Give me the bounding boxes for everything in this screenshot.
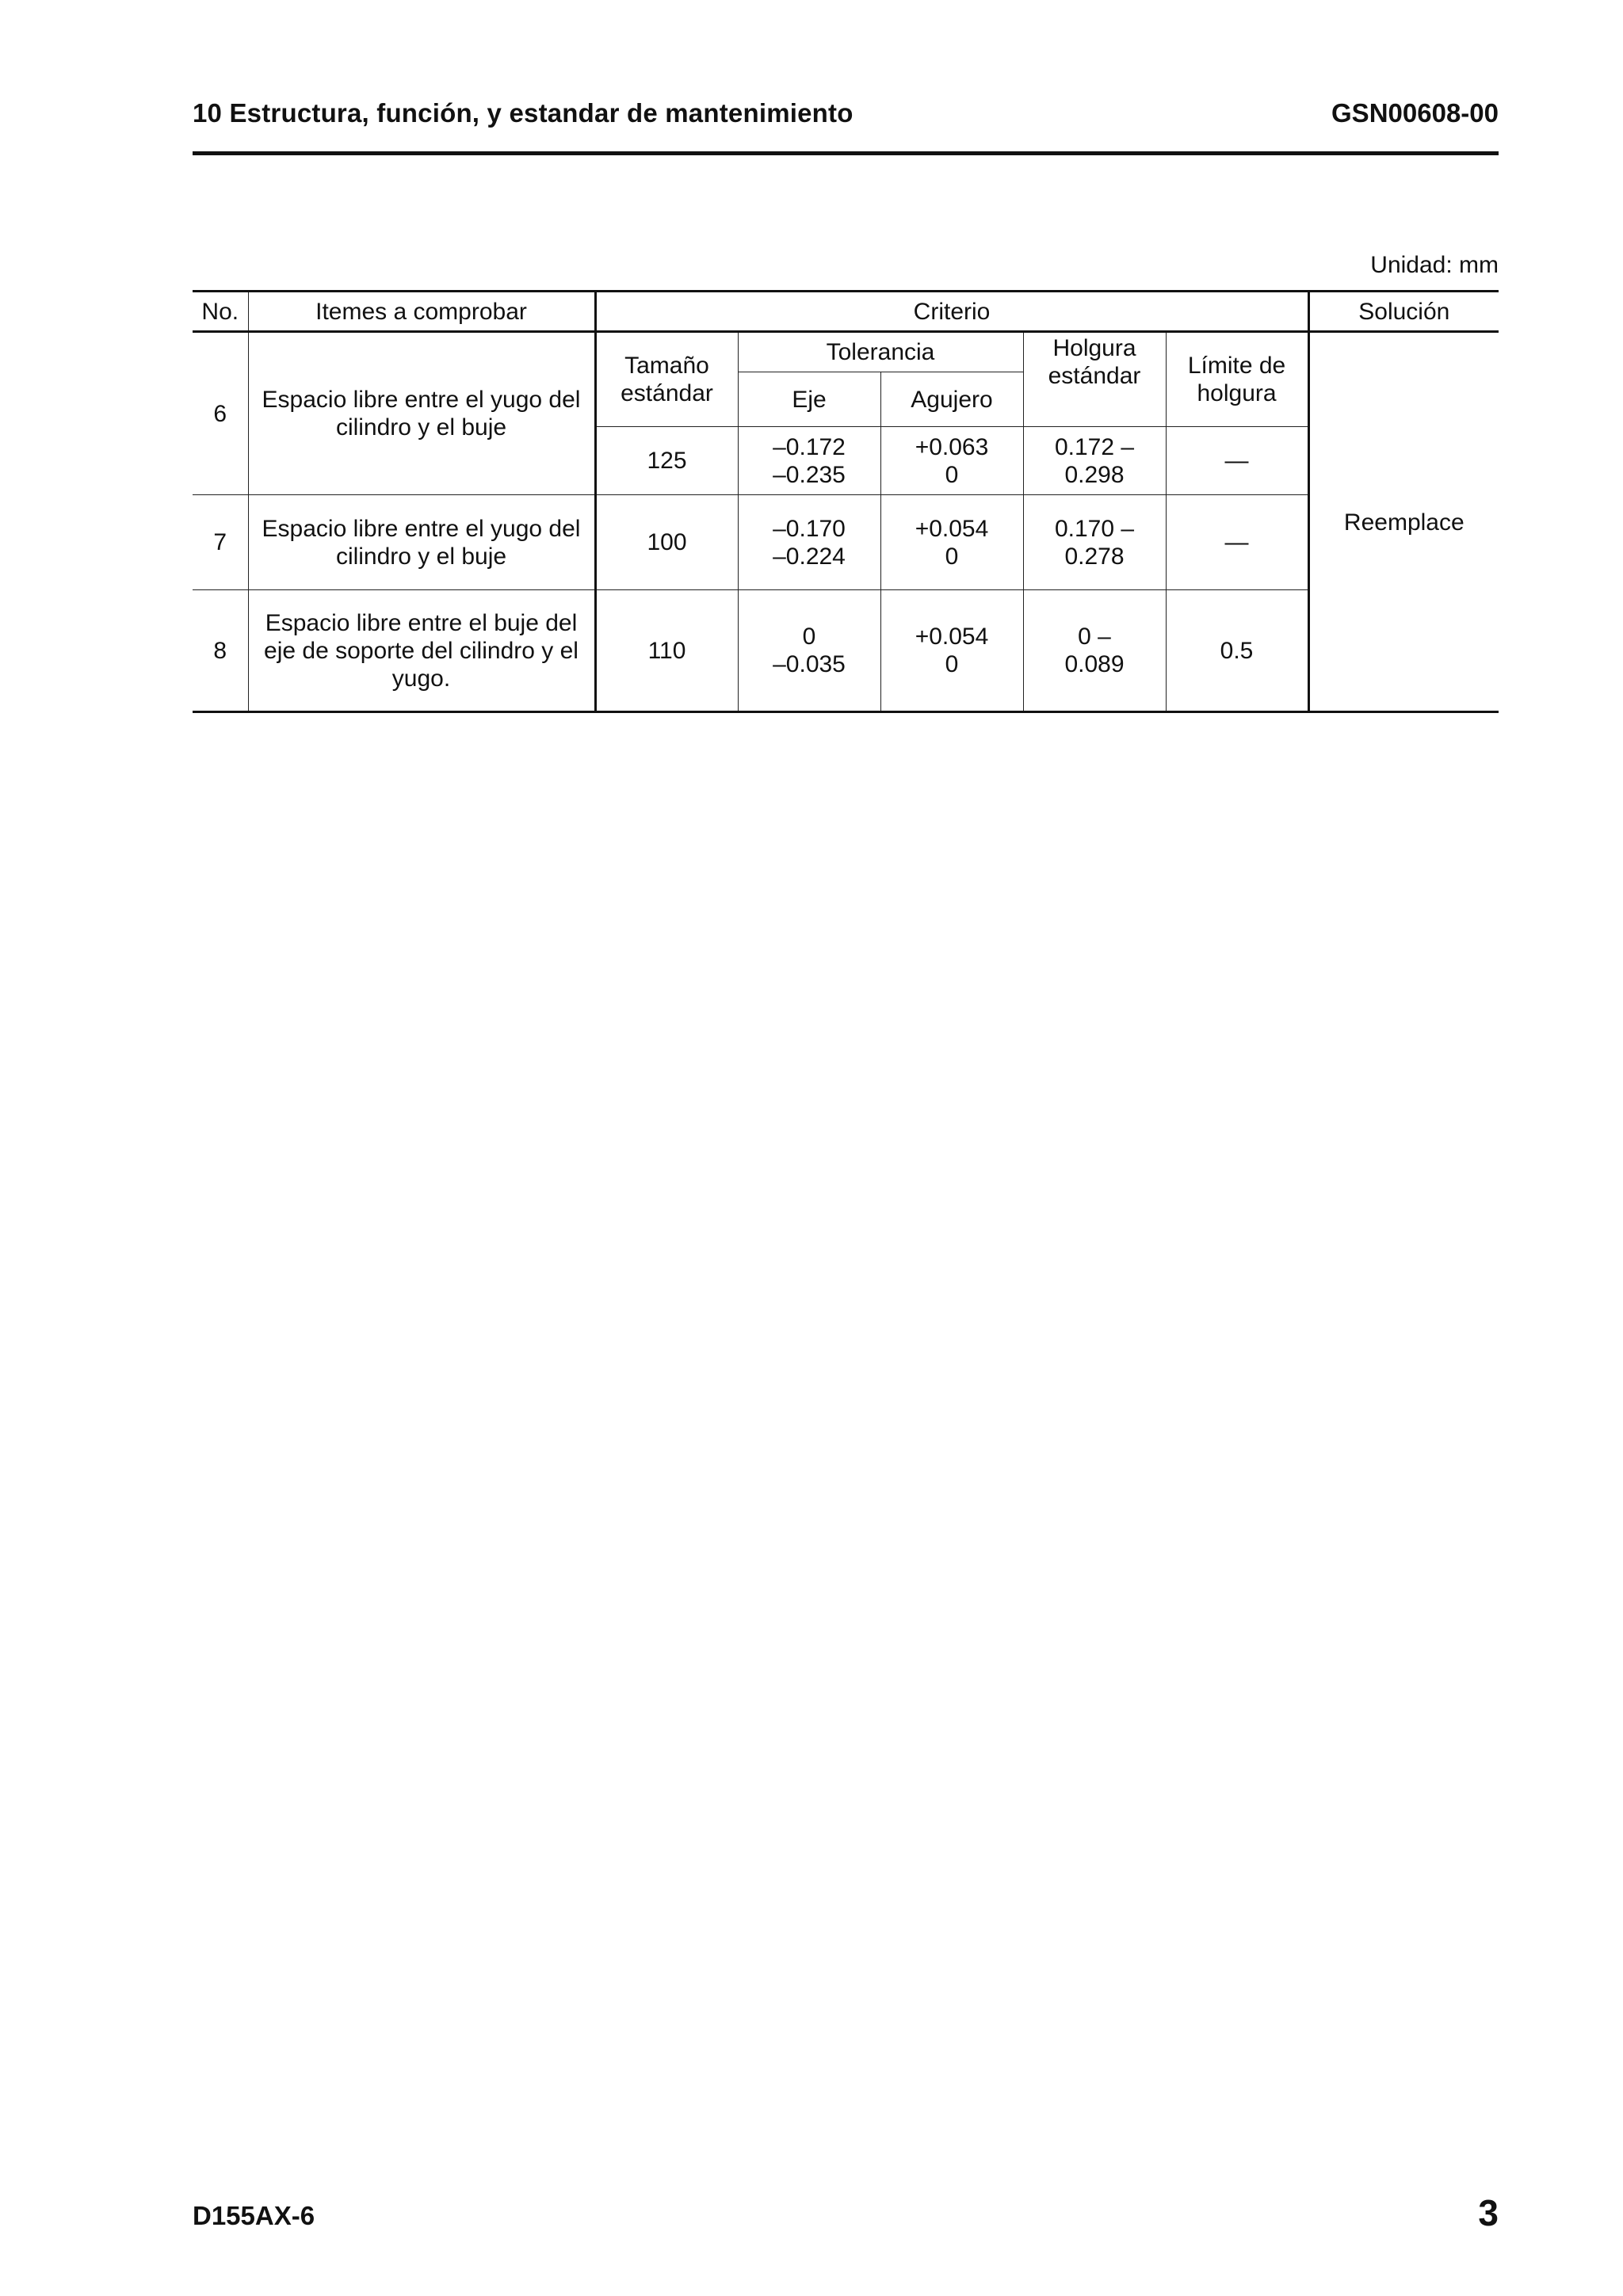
- header-agujero: Agujero: [880, 372, 1023, 427]
- header-limite-holgura: Límite de holgura: [1166, 332, 1308, 427]
- header-holgura-estandar: Holgura estándar: [1023, 332, 1166, 427]
- row-7-hole: +0.054 0: [880, 495, 1023, 590]
- maintenance-standard-table: [193, 290, 1499, 713]
- row-8-limit: 0.5: [1166, 590, 1308, 712]
- row-6-hole: +0.063 0: [880, 427, 1023, 495]
- row-8-item: Espacio libre entre el buje del eje de soporte del cilindro y el yugo.: [248, 590, 595, 712]
- document-code: GSN00608-00: [1331, 98, 1499, 128]
- header-criterio: Criterio: [595, 292, 1308, 332]
- row-8-std-clearance: 0 – 0.089: [1023, 590, 1166, 712]
- footer-model: D155AX-6: [193, 2201, 315, 2230]
- header-tamano: Tamaño estándar: [595, 332, 738, 427]
- row-6-item: Espacio libre entre el yugo del cilindro y el buje: [248, 332, 595, 495]
- header-tolerancia: Tolerancia: [738, 332, 1023, 372]
- unit-label: Unidad: mm: [1370, 252, 1499, 278]
- row-7-size: 100: [595, 495, 738, 590]
- row-7-limit: —: [1166, 495, 1308, 590]
- row-6-no: 6: [193, 332, 248, 495]
- row-8-size: 110: [595, 590, 738, 712]
- header-eje: Eje: [738, 372, 880, 427]
- row-7-std-clearance: 0.170 – 0.278: [1023, 495, 1166, 590]
- remedy-cell: Reemplace: [1308, 332, 1499, 712]
- row-7-item: Espacio libre entre el yugo del cilindro y el buje: [248, 495, 595, 590]
- row-8-hole: +0.054 0: [880, 590, 1023, 712]
- row-7-no: 7: [193, 495, 248, 590]
- table-header-row: [193, 292, 1499, 332]
- header-no: No.: [193, 292, 248, 332]
- page-number: 3: [1478, 2192, 1499, 2233]
- row-6-shaft: –0.172 –0.235: [738, 427, 880, 495]
- row-7-shaft: –0.170 –0.224: [738, 495, 880, 590]
- row-8-shaft: 0 –0.035: [738, 590, 880, 712]
- table-row: [193, 495, 1499, 590]
- table-row: [193, 590, 1499, 712]
- header-solucion: Solución: [1308, 292, 1499, 332]
- table-subheader-row: [193, 332, 1499, 372]
- header-items: Itemes a comprobar: [248, 292, 595, 332]
- header-divider: [193, 151, 1499, 155]
- page-header-title: 10 Estructura, función, y estandar de mantenimiento: [193, 98, 854, 128]
- row-6-limit: —: [1166, 427, 1308, 495]
- row-6-size: 125: [595, 427, 738, 495]
- row-6-std-clearance: 0.172 – 0.298: [1023, 427, 1166, 495]
- row-8-no: 8: [193, 590, 248, 712]
